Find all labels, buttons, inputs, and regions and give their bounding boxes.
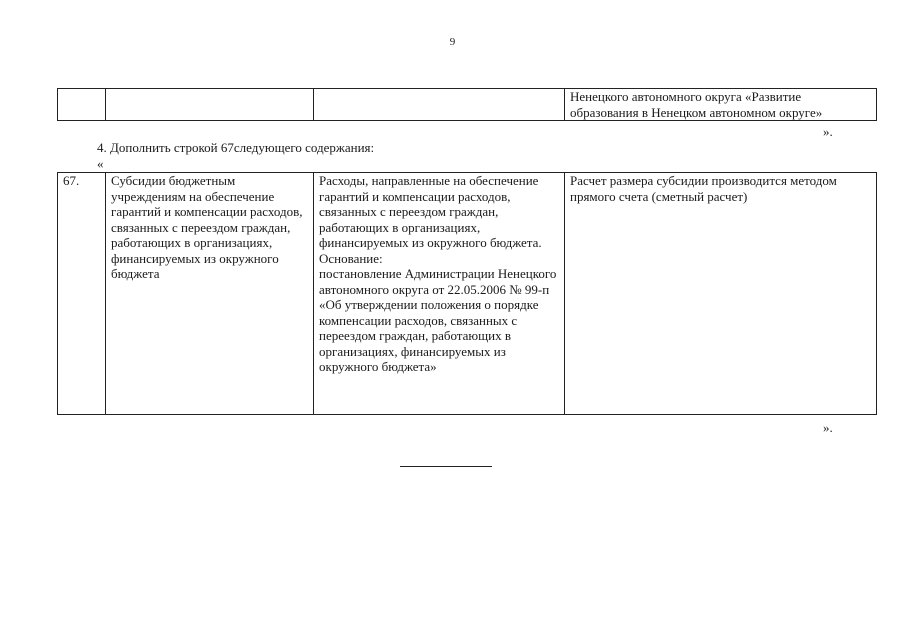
expenses-text: Расходы, направленные на обеспечение гарантий и компенсации расходов, связанных с переездом граждан, работающих в организациях, финансируемых из окружного бюджета. — [319, 173, 542, 250]
closing-quote: ». — [823, 420, 833, 435]
page-number: 9 — [449, 36, 456, 48]
calculation-method-cell: Расчет размера субсидии производится методом прямого счета (сметный расчет) — [565, 173, 877, 415]
closing-quote: ». — [823, 124, 833, 139]
expenses-cell — [314, 173, 565, 415]
subsidy-name-cell: Субсидии бюджетным учреждениям на обеспечение гарантий и компенсации расходов, связанных с переездом граждан, работающих в организациях, финансируемых из окружного бюджета — [106, 173, 314, 415]
table-row — [58, 173, 877, 415]
method-cell: Ненецкого автономного округа «Развитие образования в Ненецком автономном округе» — [565, 89, 877, 121]
basis-label: Основание: — [319, 250, 383, 266]
amendment-table — [57, 172, 877, 415]
instruction-text: 4. Дополнить строкой 67следующего содержания: — [97, 140, 375, 155]
basis-text: постановление Администрации Ненецкого автономного округа от 22.05.2006 № 99-п «Об утверждении положения о порядке компенсации расходов, связанных с переездом граждан, работающих в организациях, финансируемых из окружного бюджета» — [319, 266, 557, 374]
table-row — [58, 89, 877, 121]
row-number-cell: 67. — [58, 173, 106, 415]
row-number-cell — [58, 89, 106, 121]
continuation-table — [57, 88, 877, 121]
opening-quote: « — [97, 156, 104, 171]
expenses-cell — [314, 89, 565, 121]
separator-line — [400, 466, 492, 467]
name-cell — [106, 89, 314, 121]
